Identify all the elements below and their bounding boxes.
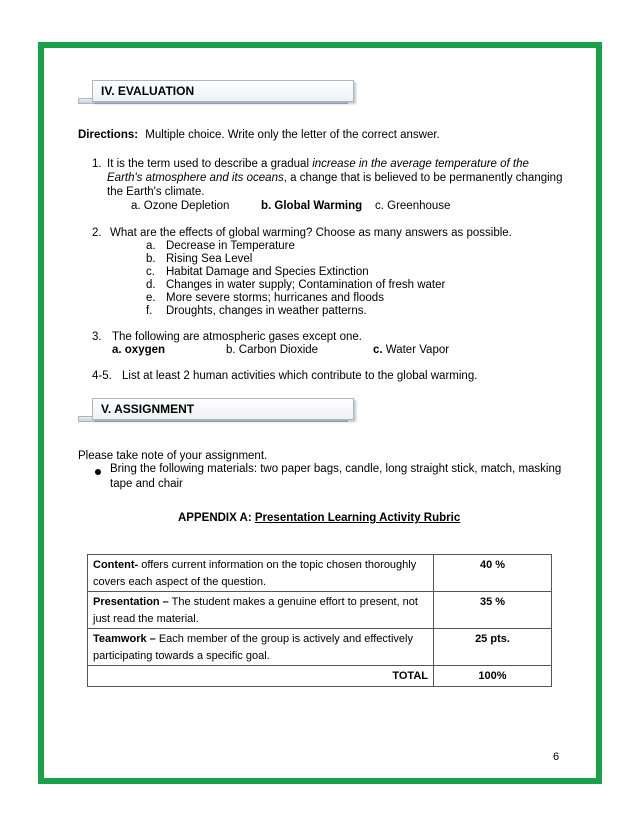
question-2-option-letter: e. bbox=[146, 292, 156, 304]
question-2-option-letter: f. bbox=[146, 305, 153, 317]
question-1-line-1: It is the term used to describe a gradual increase in the average temperature of the bbox=[107, 158, 529, 170]
bullet-icon bbox=[95, 469, 101, 475]
question-3-option-c: c. Water Vapor bbox=[373, 344, 450, 356]
directions-text: Multiple choice. Write only the letter of the correct answer. bbox=[145, 129, 440, 141]
rubric-total-label: TOTAL bbox=[88, 666, 434, 687]
rubric-criterion: Content- offers current information on the topic chosen thoroughly covers each aspect of the question. bbox=[88, 555, 434, 592]
evaluation-heading: IV. EVALUATION bbox=[92, 80, 354, 102]
question-4-5-text: List at least 2 human activities which contribute to the global warming. bbox=[122, 370, 478, 382]
question-2-option-text: Decrease in Temperature bbox=[166, 240, 295, 252]
directions bbox=[78, 129, 440, 141]
question-1-option-b: b. Global Warming bbox=[261, 200, 363, 212]
rubric-total-value: 100% bbox=[434, 666, 552, 687]
assignment-bullet-line-2: tape and chair bbox=[110, 478, 183, 490]
table-row bbox=[88, 555, 552, 592]
question-3-number: 3. bbox=[92, 331, 102, 343]
assignment-heading: V. ASSIGNMENT bbox=[92, 398, 354, 420]
table-row bbox=[88, 666, 552, 687]
question-3-option-b: b. Carbon Dioxide bbox=[226, 344, 319, 356]
appendix-title: APPENDIX A: Presentation Learning Activity Rubric bbox=[178, 512, 461, 524]
question-2-option-text: Droughts, changes in weather patterns. bbox=[166, 305, 367, 317]
assignment-note: Please take note of your assignment. bbox=[78, 450, 268, 462]
question-2-option-text: Changes in water supply; Contamination of fresh water bbox=[166, 279, 446, 291]
question-2-option-letter: a. bbox=[146, 240, 156, 252]
rubric-points: 25 pts. bbox=[434, 629, 552, 666]
question-2-option-text: Habitat Damage and Species Extinction bbox=[166, 266, 369, 278]
rubric-criterion: Teamwork – Each member of the group is actively and effectively participating towards a specific goal. bbox=[88, 629, 434, 666]
question-1-option-c: c. Greenhouse bbox=[375, 200, 451, 212]
table-row bbox=[88, 592, 552, 629]
question-1-line-3: the Earth's climate. bbox=[107, 186, 205, 198]
question-1-line-2: Earth's atmosphere and its oceans, a change that is believed to be permanently changing bbox=[107, 172, 563, 184]
rubric-points: 35 % bbox=[434, 592, 552, 629]
directions-label: Directions: bbox=[78, 129, 139, 141]
assignment-bullet-line-1: Bring the following materials: two paper bags, candle, long straight stick, match, masking bbox=[110, 463, 562, 475]
question-2-option-letter: b. bbox=[146, 253, 156, 265]
rubric-table bbox=[87, 554, 552, 687]
question-2-option-letter: d. bbox=[146, 279, 156, 291]
question-3-option-a: a. oxygen bbox=[112, 344, 166, 356]
question-1-option-a: a. Ozone Depletion bbox=[131, 200, 230, 212]
question-2-text: What are the effects of global warming? Choose as many answers as possible. bbox=[110, 227, 512, 239]
question-4-5-number: 4-5. bbox=[92, 370, 112, 382]
page-number: 6 bbox=[553, 751, 560, 763]
rubric-points: 40 % bbox=[434, 555, 552, 592]
table-row bbox=[88, 629, 552, 666]
question-2-option-letter: c. bbox=[146, 266, 155, 278]
rubric-criterion: Presentation – The student makes a genuine effort to present, not just read the material. bbox=[88, 592, 434, 629]
question-2-option-text: More severe storms; hurricanes and floods bbox=[166, 292, 384, 304]
question-2-number: 2. bbox=[92, 227, 102, 239]
question-2-option-text: Rising Sea Level bbox=[166, 253, 253, 265]
question-3-text: The following are atmospheric gases except one. bbox=[112, 331, 362, 343]
question-1-number: 1. bbox=[92, 158, 102, 170]
